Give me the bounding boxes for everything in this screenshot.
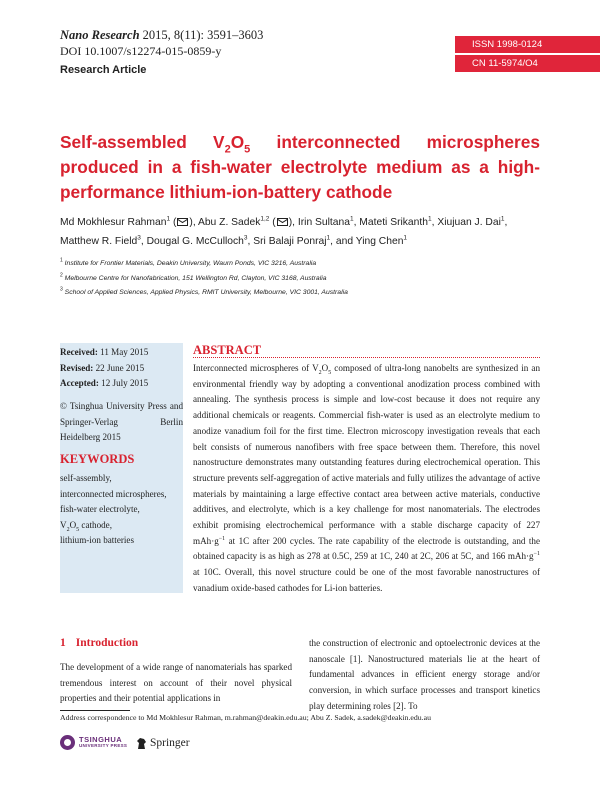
- keyword-subscript: 5: [76, 526, 80, 533]
- author-name[interactable]: Md Mokhlesur Rahman: [60, 217, 167, 228]
- author-name[interactable]: , Dougal G. McCulloch: [140, 236, 244, 247]
- keyword-item: interconnected microspheres,: [60, 488, 167, 499]
- abstract-text: O: [321, 363, 329, 373]
- author-affil-mark: 1: [500, 215, 505, 223]
- article-type: Research Article: [60, 64, 147, 76]
- tsinghua-wordmark: [79, 736, 127, 749]
- abstract-subscript: 5: [328, 369, 332, 376]
- author-name[interactable]: , Irin Sultana: [292, 217, 350, 228]
- keywords-heading: KEYWORDS: [60, 452, 135, 466]
- author-name[interactable]: Matthew R. Field: [60, 236, 138, 247]
- title-text: O: [230, 132, 245, 152]
- abstract-text: Interconnected microspheres of V: [193, 363, 319, 373]
- tsinghua-seal-icon: [60, 735, 75, 750]
- affil-number: 1: [60, 257, 63, 264]
- article-dates: [60, 345, 183, 392]
- revised-date: [60, 361, 183, 377]
- footnote-divider: [60, 710, 130, 711]
- accepted-date: [60, 376, 183, 392]
- affil-text: School of Applied Sciences, Applied Physics, RMIT University, Melbourne, VIC 3001, Australia: [64, 289, 348, 296]
- author-name[interactable]: , Mateti Srikanth: [353, 217, 428, 228]
- abstract-divider: [193, 357, 540, 358]
- abstract-superscript: −1: [218, 535, 226, 542]
- keyword-item: self-assembly,: [60, 473, 112, 483]
- affiliations: [60, 257, 540, 301]
- copyright-notice: © Tsinghua University Press and Springer-Verlag Berlin Heidelberg 2015: [60, 401, 183, 443]
- title-text: Self-assembled V: [60, 132, 225, 152]
- section-title: Introduction: [75, 637, 139, 649]
- keyword-item: [60, 518, 183, 534]
- springer-logo: [136, 735, 190, 751]
- keywords-list: [60, 471, 183, 549]
- tsinghua-subname: UNIVERSITY PRESS: [79, 743, 128, 749]
- affil-number: 3: [60, 286, 63, 293]
- revised-label: Revised:: [60, 362, 94, 373]
- affiliation-item: [60, 286, 540, 301]
- accepted-label: Accepted:: [60, 378, 99, 389]
- author-affil-mark: 1: [427, 215, 432, 223]
- author-name[interactable]: , Xiujuan J. Dai: [431, 217, 501, 228]
- revised-value: 22 June 2015: [95, 362, 145, 373]
- intro-column-right: the construction of electronic and optoelectronic devices at the nanoscale [1]. Nanostructured materials lie at the heart of fundamental advances in efficient energy storage and/or conversion, in which surface processes and transport kinetics play determining roles [2]. To: [309, 638, 540, 711]
- title-subscript: 2: [224, 143, 231, 156]
- section-heading-introduction: [60, 637, 138, 649]
- keyword-text: V: [60, 519, 67, 530]
- tsinghua-logo: [60, 734, 127, 750]
- journal-name: Nano Research: [60, 28, 140, 42]
- journal-citation: [60, 27, 263, 43]
- article-title: [60, 130, 540, 205]
- affiliation-item: [60, 272, 540, 287]
- author-affil-mark: 1: [326, 234, 331, 242]
- section-number: 1: [60, 637, 66, 649]
- affil-number: 2: [60, 272, 63, 279]
- received-value: 11 May 2015: [100, 347, 149, 357]
- abstract-text: at 10C. Overall, this novel structure could be one of the most favorable nanostructures of vanadium oxide-based cathodes for Li-ion batteries.: [193, 567, 540, 593]
- author-affil-mark: 1,2: [260, 215, 270, 223]
- author-name[interactable]: , Sri Balaji Ponraj: [247, 236, 327, 247]
- tsinghua-name: TSINGHUA: [79, 734, 123, 744]
- received-date: [60, 345, 183, 361]
- title-text: interconnected microspheres produced in a fish-water electrolyte medium as a high-performance lithium-ion-battery cathode: [60, 132, 540, 202]
- keyword-item: fish-water electrolyte,: [60, 504, 140, 515]
- author-affil-mark: 3: [243, 234, 248, 242]
- keyword-text: cathode,: [79, 519, 112, 530]
- citation-volume: 2015, 8(11): 3591–3603: [142, 28, 264, 42]
- intro-column-left: The development of a wide range of nanomaterials has sparked tremendous interest on account of their novel physical properties and their potential applications in: [60, 662, 292, 704]
- abstract-heading: ABSTRACT: [193, 343, 262, 357]
- abstract-superscript: −1: [533, 551, 540, 558]
- abstract-body: [193, 361, 540, 597]
- springer-wordmark: Springer: [150, 737, 190, 749]
- title-subscript: 5: [244, 143, 251, 156]
- mail-icon[interactable]: [277, 218, 288, 226]
- keyword-text: O: [69, 519, 77, 530]
- author-affil-mark: 3: [137, 234, 141, 242]
- author-affil-mark: 1: [349, 215, 354, 223]
- keyword-subscript: 2: [66, 526, 70, 533]
- springer-horse-icon: [136, 737, 147, 750]
- author-list: Md Mokhlesur Rahman$^1$ ( ), Abu Z. Sadek$^{1,2}$ ( ), Irin Sultana$^1$, Mateti Srikanth$^1$, Xiujuan J. Dai$^1$, Matthew R. Field$^3$, Dougal G. McCulloch$^3$, Sri Balaji Ponraj$^1$, and Ying Chen$^1$: [60, 215, 508, 247]
- keyword-item: lithium-ion batteries: [60, 535, 134, 546]
- mail-icon[interactable]: [177, 218, 188, 226]
- author-affil-mark: 1: [166, 215, 171, 223]
- received-label: Received:: [60, 347, 98, 357]
- affiliation-item: [60, 257, 540, 272]
- correspondence-footnote: Address correspondence to Md Mokhlesur Rahman, m.rahman@deakin.edu.au; Abu Z. Sadek, a.sadek@deakin.edu.au: [60, 713, 431, 722]
- affil-text: Melbourne Centre for Nanofabrication, 151 Wellington Rd, Clayton, VIC 3168, Australia: [64, 274, 327, 282]
- cn-badge: CN 11-5974/O4: [455, 55, 600, 72]
- abstract-text: composed of ultra-long nanobelts are synthesized in an environmental friendly way by adopting a conventional anodization process combined with annealing. The synthesis process is simple and low-cost because it does not require any additional chemicals or reagents. Commercial fish-water is used as an electrolyte medium to anodize vanadium foil for the first time. Electron microscopy investigation reveals that each belt consists of numerous nanofibers with free space between them. Therefore, this novel nanostructure demonstrates many outstanding features during electrochemical operation. This structure prevents self-aggregation of active materials and fully utilizes the advantage of active materials by maintaining a large effective contact area between active materials, conductive additives, and electrolyte, which is a key challenge for most nanomaterials. The electrodes exhibit promising electrochemical performance with a stable discharge capacity of 227 mAh·g: [193, 363, 540, 546]
- affil-text: Institute for Frontier Materials, Deakin University, Waurn Ponds, VIC 3216, Australia: [64, 260, 317, 267]
- author-affil-mark: 1: [403, 234, 408, 242]
- doi[interactable]: DOI 10.1007/s12274-015-0859-y: [60, 44, 222, 58]
- author-name[interactable]: , and Ying Chen: [330, 236, 404, 247]
- abstract-text: at 1C after 200 cycles. The rate capability of the electrode is outstanding, and the obtained capacity is as high as 278 at 0.5C, 259 at 1C, 240 at 2C, 206 at 5C, and 166 mAh·g: [193, 535, 540, 562]
- accepted-value: 12 July 2015: [101, 378, 149, 389]
- author-name[interactable]: , Abu Z. Sadek: [192, 217, 261, 228]
- issn-badge: ISSN 1998-0124: [455, 36, 600, 53]
- abstract-subscript: 2: [318, 369, 322, 376]
